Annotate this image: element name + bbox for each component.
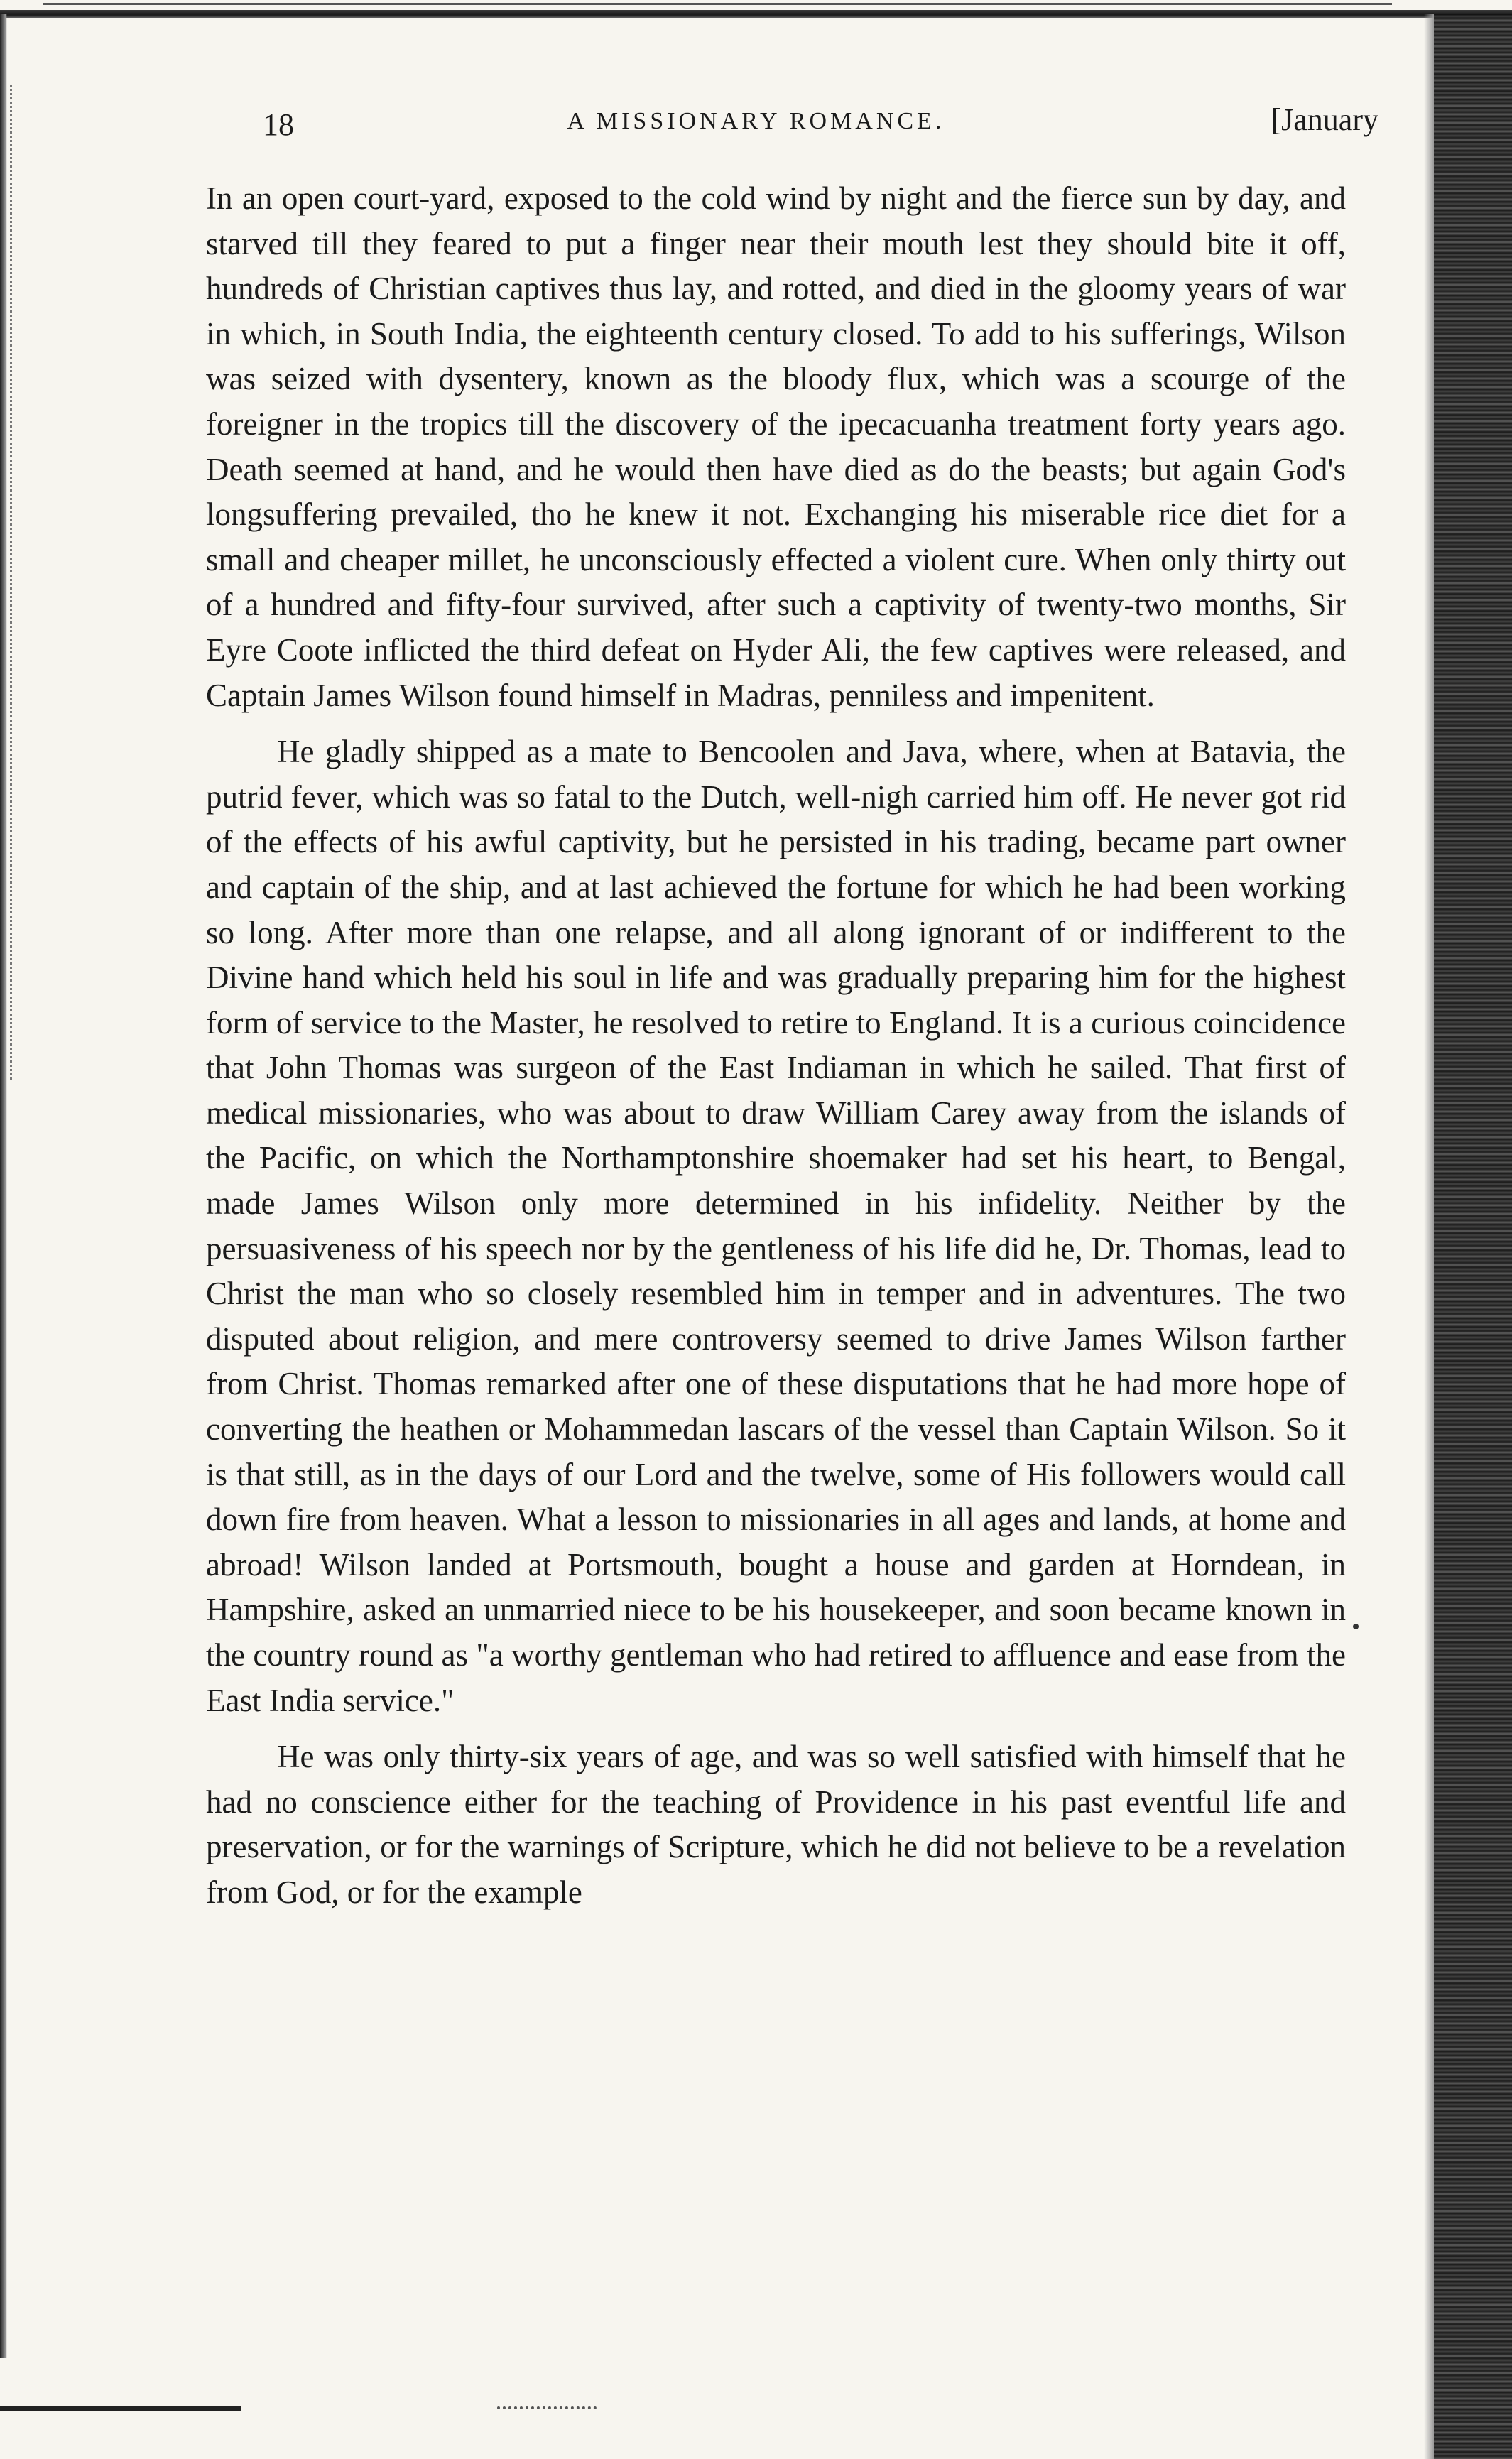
scan-right-shadow xyxy=(1424,14,1434,2459)
scan-left-edge xyxy=(0,14,7,2358)
paragraph-3: He was only thirty-six years of age, and was so well satisfied with himself that he had no conscience either for the teaching of Providence in his past eventful life and preservation, or for the warnings of Scripture, which he did not believe to be a revelation from God, or for the example xyxy=(206,1739,1346,1910)
scan-top-thin-rule xyxy=(43,3,1392,5)
scan-bottom-rule xyxy=(0,2406,241,2411)
margin-dot-mark xyxy=(1353,1624,1359,1629)
paragraph-1: In an open court-yard, exposed to the cold wind by night and the fierce sun by day, and starved till they feared to put a finger near their mouth lest they should bite it off, hundreds of Christian captives thus lay, and rotted, and died in the gloomy years of war in which, in South India, the eighteenth century closed. To add to his sufferings, Wilson was seized with dysentery, known as the bloody flux, which was a scourge of the foreigner in the tropics till the discovery of the ipecacuanha treatment forty years ago. Death seemed at hand, and he would then have died as do the beasts; but again God's longsuffering prevailed, tho he knew it not. Exchanging his miserable rice diet for a small and cheaper millet, he unconsciously effected a violent cure. When only thirty out of a hundred and fifty-four survived, after such a captivity of twenty-two months, Sir Eyre Coote inflicted the third defeat on Hyder Ali, the few captives were released, and Captain James Wilson found himself in Madras, penniless and impenitent. xyxy=(206,180,1346,713)
page-body xyxy=(206,176,1346,1927)
running-month: [January xyxy=(1271,102,1378,137)
paragraph-2: He gladly shipped as a mate to Bencoolen and Java, where, when at Batavia, the putrid fever, which was so fatal to the Dutch, well-nigh carried him off. He never got rid of the effects of his awful captivity, but he persisted in his trading, became part owner and captain of the ship, and at last achieved the fortune for which he had been working so long. After more than one relapse, and all along ignorant of or indifferent to the Divine hand which held his soul in life and was gradually preparing him for the highest form of service to the Master, he resolved to retire to England. It is a curious coincidence that John Thomas was surgeon of the East Indiaman in which he sailed. That first of medical missionaries, who was about to draw William Carey away from the islands of the Pacific, on which the Northamptonshire shoemaker had set his heart, to Bengal, made James Wilson only more determined in his infidelity. Neither by the persuasiveness of his speech nor by the gentleness of his life did he, Dr. Thomas, lead to Christ the man who so closely resembled him in temper and in adventures. The two disputed about religion, and mere controversy seemed to drive James Wilson farther from Christ. Thomas remarked after one of these disputations that he had more hope of converting the heathen or Mohammedan lascars of the vessel than Captain Wilson. So it is that still, as in the days of our Lord and the twelve, some of His followers would call down fire from heaven. What a lesson to missionaries in all ages and lands, at home and abroad! Wilson landed at Portsmouth, bought a house and garden at Horndean, in Hampshire, asked an unmarried niece to be his housekeeper, and soon became known in the country round as "a worthy gentleman who had retired to affluence and ease from the East India service." xyxy=(206,734,1346,1718)
page-number: 18 xyxy=(263,107,294,142)
running-title: A MISSIONARY ROMANCE. xyxy=(567,108,945,134)
scan-bottom-dots xyxy=(497,2406,597,2412)
scan-top-border xyxy=(0,10,1512,18)
scan-left-margin-marks xyxy=(10,85,16,1080)
scan-right-binding-edge xyxy=(1434,14,1512,2459)
